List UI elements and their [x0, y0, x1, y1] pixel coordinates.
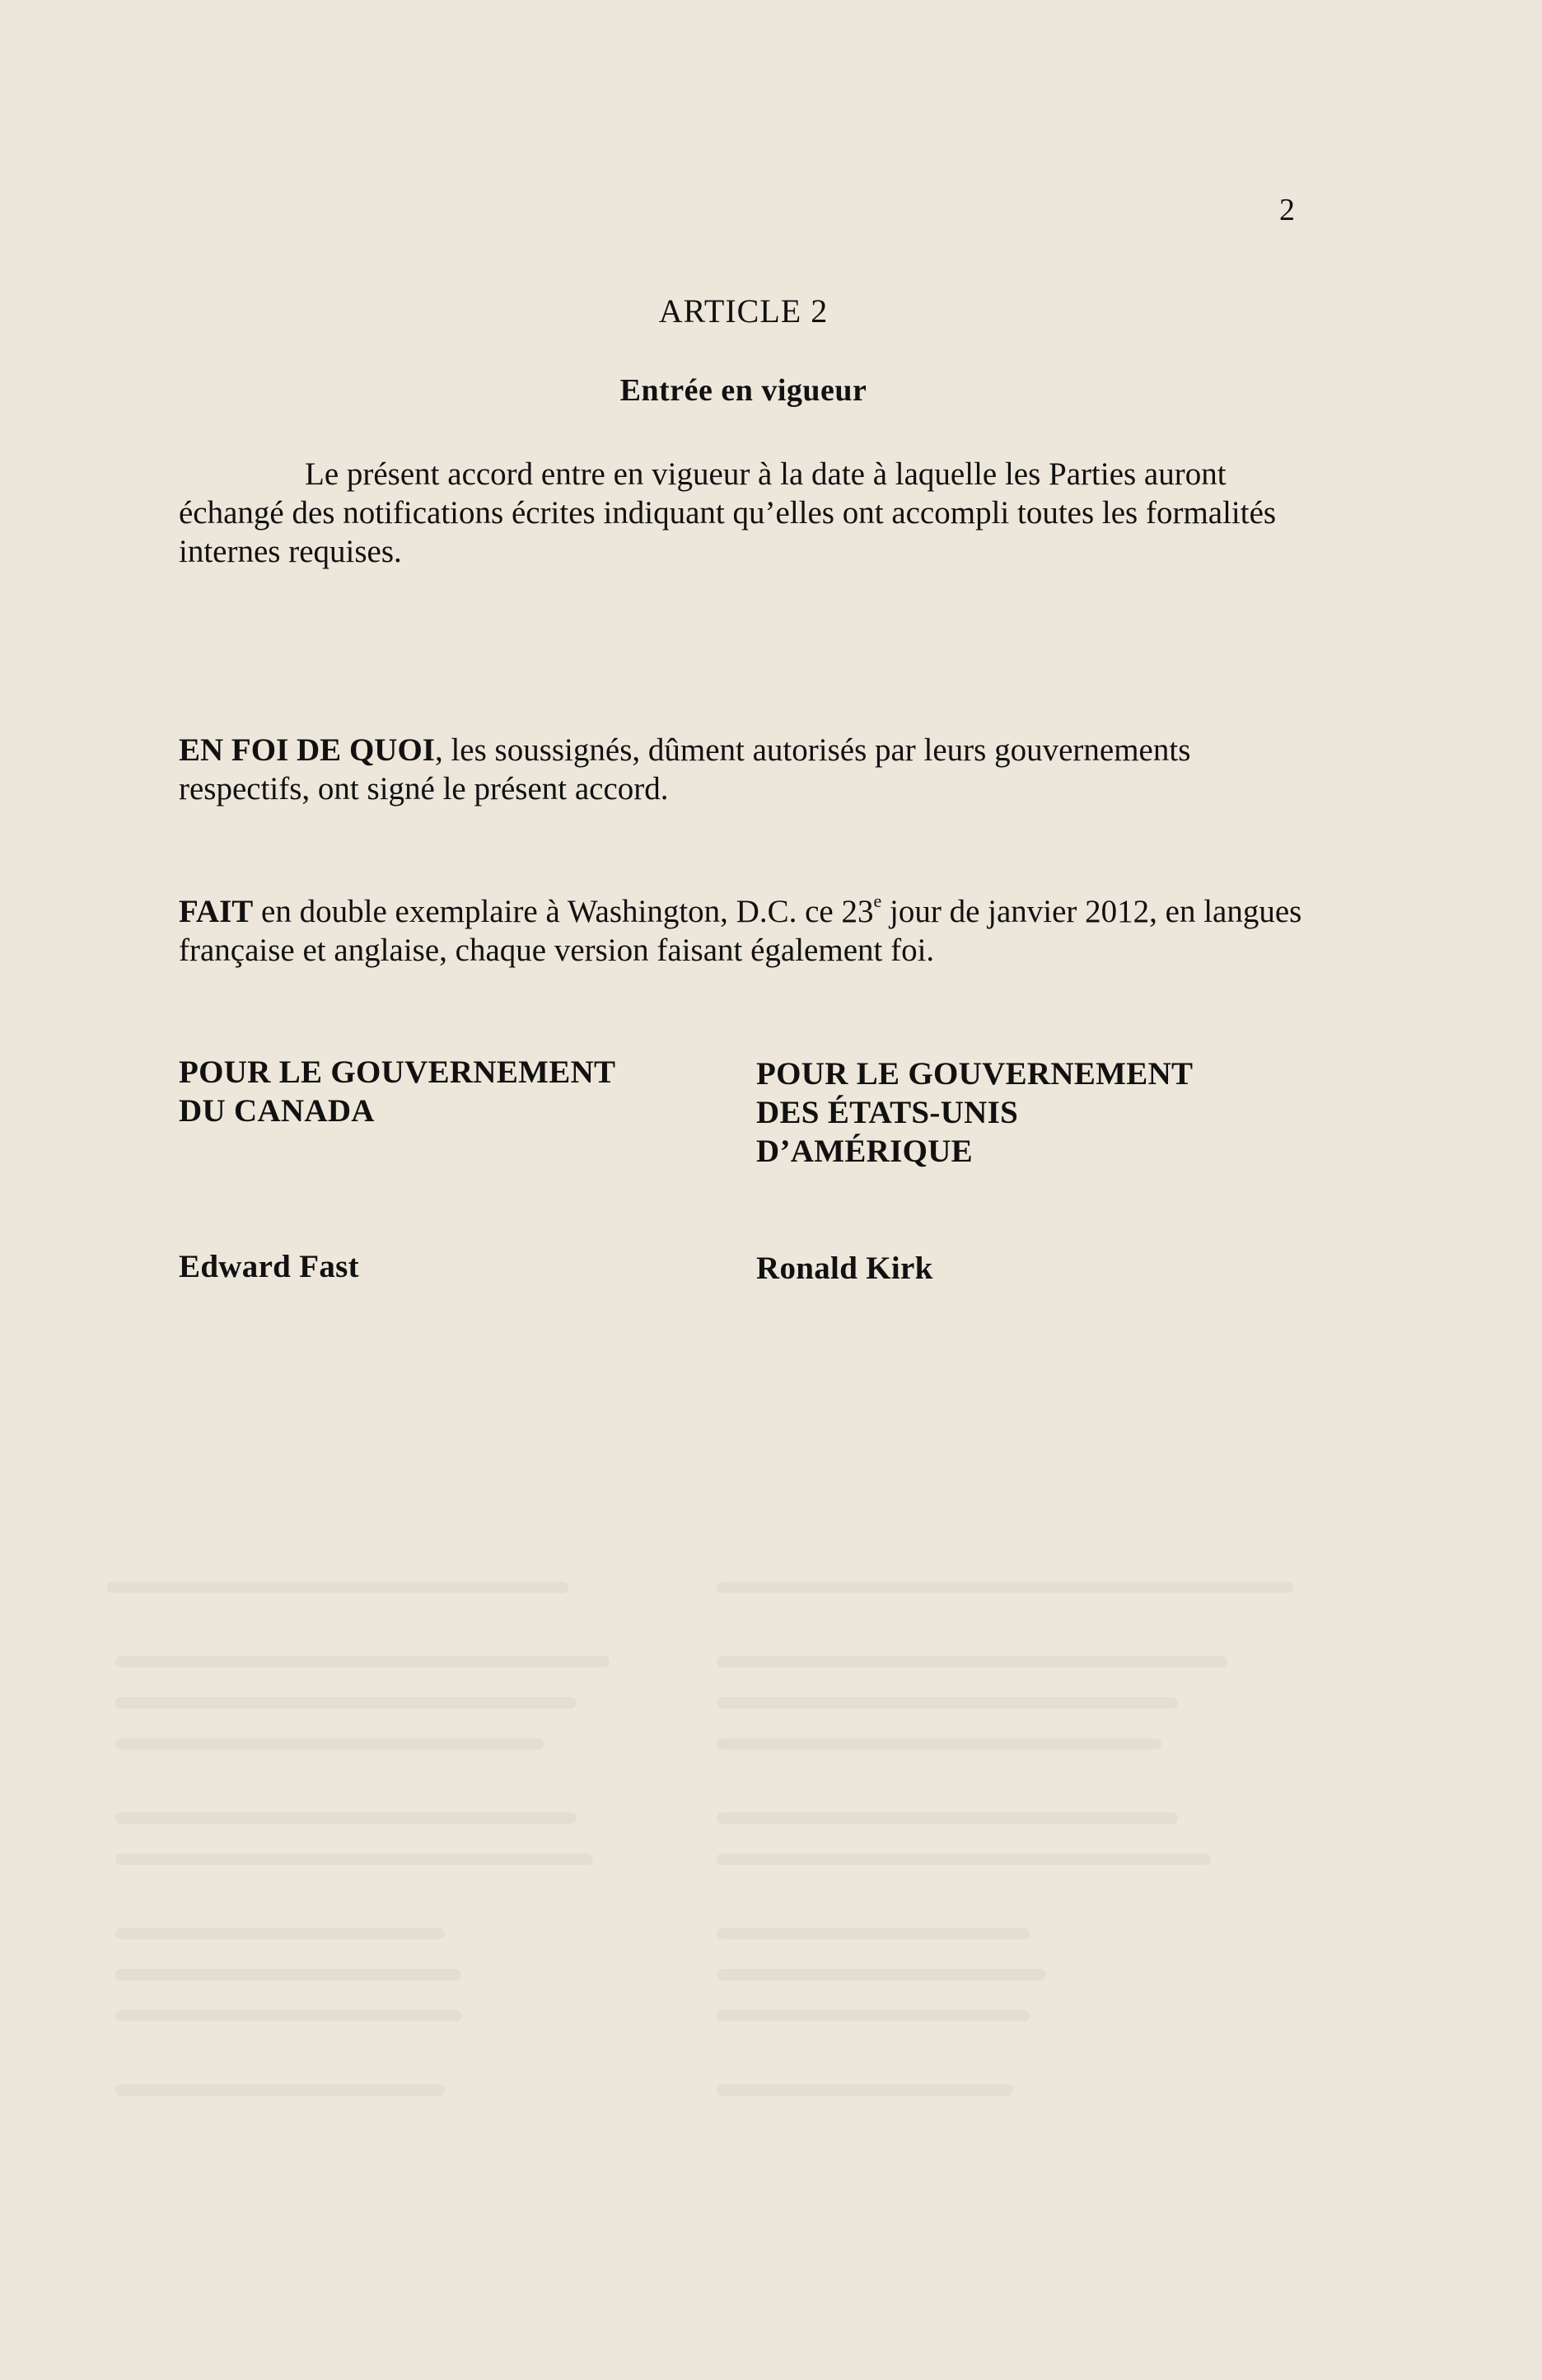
signature-heading-line: POUR LE GOUVERNEMENT [179, 1054, 616, 1090]
article-subtitle: Entrée en vigueur [619, 373, 867, 408]
signature-block-canada [179, 1053, 714, 1130]
witness-paragraph [179, 731, 1315, 808]
signer-name-usa: Ronald Kirk [756, 1251, 933, 1286]
signature-heading-line: DU CANADA [179, 1093, 375, 1129]
page-number: 2 [1279, 193, 1295, 227]
done-superscript: e [873, 891, 882, 911]
signature-heading-line: D’AMÉRIQUE [756, 1134, 973, 1169]
done-text-after: jour de janvier 2012, en langues française et anglaise, chaque version faisant également foi. [179, 894, 1302, 968]
done-paragraph [179, 892, 1315, 970]
article-body-text: Le présent accord entre en vigueur à la date à laquelle les Parties auront échangé des notifications écrites indiquant qu’elles ont accompli toutes les formalités internes requises. [179, 456, 1277, 569]
signature-block-usa [756, 1054, 1333, 1171]
done-lead: FAIT [179, 894, 254, 929]
signature-heading-line: DES ÉTATS-UNIS [756, 1095, 1019, 1130]
show-through-texture [99, 1565, 1334, 2142]
signer-name-canada: Edward Fast [179, 1249, 359, 1284]
done-text-before: en double exemplaire à Washington, D.C. ce 23 [253, 894, 874, 929]
witness-lead: EN FOI DE QUOI [179, 732, 435, 768]
article-body-paragraph [179, 455, 1315, 571]
witness-text: , les soussignés, dûment autorisés par leurs gouvernements respectifs, ont signé le présent accord. [179, 732, 1191, 807]
article-title: ARTICLE 2 [658, 292, 829, 330]
signature-heading-line: POUR LE GOUVERNEMENT [756, 1056, 1194, 1092]
